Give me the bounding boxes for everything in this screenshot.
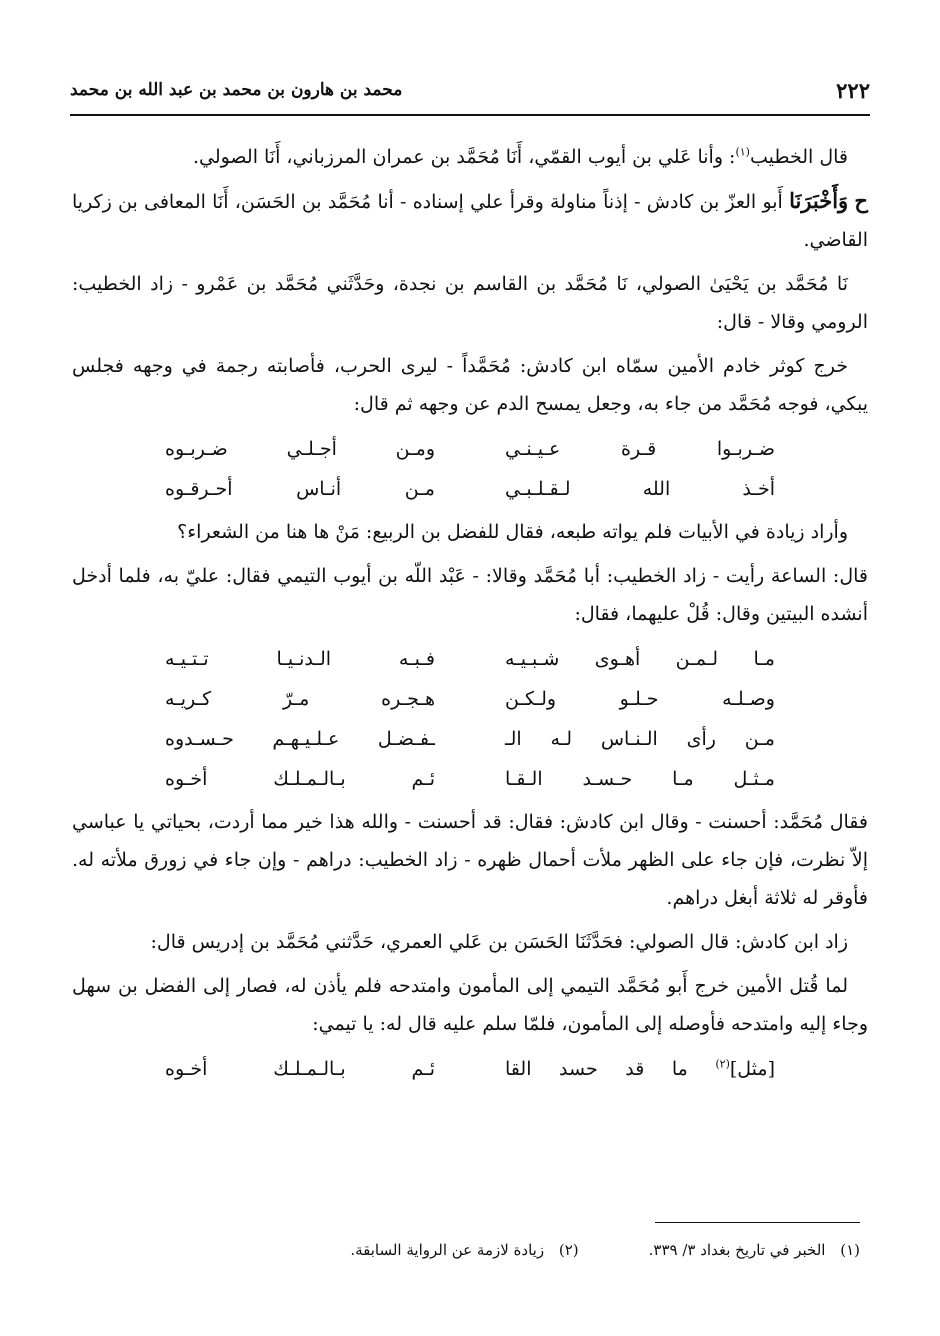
verse-line [72,679,868,719]
poem-1 [72,429,868,509]
paragraph: زاد ابن كادش: قال الصولي: فحَدَّثَنَا الحَسَن بن عَلي العمري، حَدَّثني مُحَمَّد بن إدريس قال: [150,931,848,953]
verse-first-hemistich: مـثـل مـا حـسـد الـقـا [505,768,775,790]
verse-second-hemistich: ئـم بـالـمـلـك أخـوه [165,768,435,790]
footnote-text: الخبر في تاريخ بغداد ٣/ ٣٣٩. [648,1241,826,1259]
paragraph: خرج كوثر خادم الأمين سمّاه ابن كادش: مُحَمَّداً - ليرى الحرب، فأصابته رجمة في وجهه فجلس يبكي، فوجه مُحَمَّد من جاء به، وجعل يمسح الدم عن وجهه ثم قال: [72,355,868,415]
paragraph: لما قُتل الأمين خرج أَبو مُحَمَّد التيمي إلى المأمون وامتدحه فلم يأذن له، فصار إلى الفضل بن سهل وجاء إليه وامتدحه فأوصله إلى المأمون، فلمّا سلم عليه قال له: يا تيمي: [72,975,868,1035]
verse-line [72,1049,868,1089]
page-header [70,70,870,110]
verse-line [72,429,868,469]
verse-line [72,759,868,799]
verse-second-hemistich: هـجـره مـرّ كـريـه [165,688,435,710]
verse-second-hemistich: فـبـه الـدنـيـا تـتـيـه [165,648,435,670]
verse-second-hemistich: ومـن أجـلـي ضـربـوه [165,438,435,460]
paragraph: نَا مُحَمَّد بن يَحْيَىٰ الصولي، نَا مُحَمَّد بن القاسم بن نجدة، وحَدَّثَني مُحَمَّد بن عَمْرو - زاد الخطيب: الرومي وقالا - قال: [72,273,868,333]
verse-first-hemistich: أخـذ الله لـقـلـبـي [505,478,775,500]
verse-second-hemistich: مـن أنـاس أحـرقـوه [165,478,435,500]
footnote-rule [655,1222,860,1223]
footnote [350,1238,578,1262]
tahwil-mark: ح [854,188,868,213]
verse-first-hemistich [505,1049,775,1089]
verse-first-hemistich: ضـربـوا قـرة عـيـنـي [505,438,775,460]
running-title: محمد بن هارون بن محمد بن عبد الله بن محمد [70,80,403,100]
verse-second-hemistich: ئـم بـالـمـلـك أخـوه [165,1058,435,1080]
verse-line [72,639,868,679]
paragraph-text: أَبو العزّ بن كادش - إذناً مناولة وقرأ علي إسناده - أنا مُحَمَّد بن الحَسَن، أَنَا المعافى بن زكريا القاضي. [72,191,868,251]
footnotes [80,1238,860,1262]
footnote-ref: (٢) [715,1057,730,1071]
page-number: ٢٢٢ [836,77,870,103]
verse-text: ما قد حسد القا [505,1058,716,1080]
paragraph: قال: الساعة رأيت - زاد الخطيب: أبا مُحَمَّد وقالا: - عَبْد اللّه بن أيوب التيمي فقال: عليّ به، فلما أدخل أنشده البيتين وقال: قُلْ عليهما، فقال: [72,565,868,625]
poem-3 [72,1049,868,1089]
paragraph-text: : وأنا عَلي بن أيوب القمّي، أَنَا مُحَمَّد بن عمران المرزباني، أَنَا الصولي. [192,146,736,168]
footnote-number: (١) [840,1241,860,1259]
verse-first-hemistich: وصـلـه حـلـو ولـكـن [505,688,775,710]
header-rule [70,114,870,116]
editorial-insertion: [مثل] [729,1058,775,1080]
verse-line [72,469,868,509]
verse-second-hemistich: ـفـضـل عـلـيـهـم حـسـدوه [165,728,435,750]
verse-first-hemistich: مـن رأى الـنـاس لـه الـ [505,728,775,750]
paragraph-text: قال الخطيب [749,146,848,168]
page-body [72,138,868,1093]
chain-keyword: وَأَخْبَرَنَا [789,188,849,213]
footnote-number: (٢) [558,1241,579,1259]
verse-first-hemistich: مـا لـمـن أهـوى شـبـيـه [505,648,775,670]
paragraph [72,138,868,176]
poem-2 [72,639,868,799]
paragraph [72,182,868,259]
footnote [649,1238,860,1262]
paragraph: وأراد زيادة في الأبيات فلم يواته طبعه، فقال للفضل بن الربيع: مَنْ ها هنا من الشعراء؟ [177,521,848,543]
footnote-text: زيادة لازمة عن الرواية السابقة. [350,1241,545,1259]
paragraph: فقال مُحَمَّد: أحسنت - وقال ابن كادش: فقال: قد أحسنت - والله هذا خير مما أردت، بحياتي يا عباسي إلاّ نظرت، فإن جاء على الظهر ملأت أحمال ظهره - زاد الخطيب: دراهم - وإن جاء في زورق ملأته له. فأوقر له ثلاثة أبغل دراهم. [72,811,868,909]
footnote-ref: (١) [735,145,750,159]
verse-line [72,719,868,759]
